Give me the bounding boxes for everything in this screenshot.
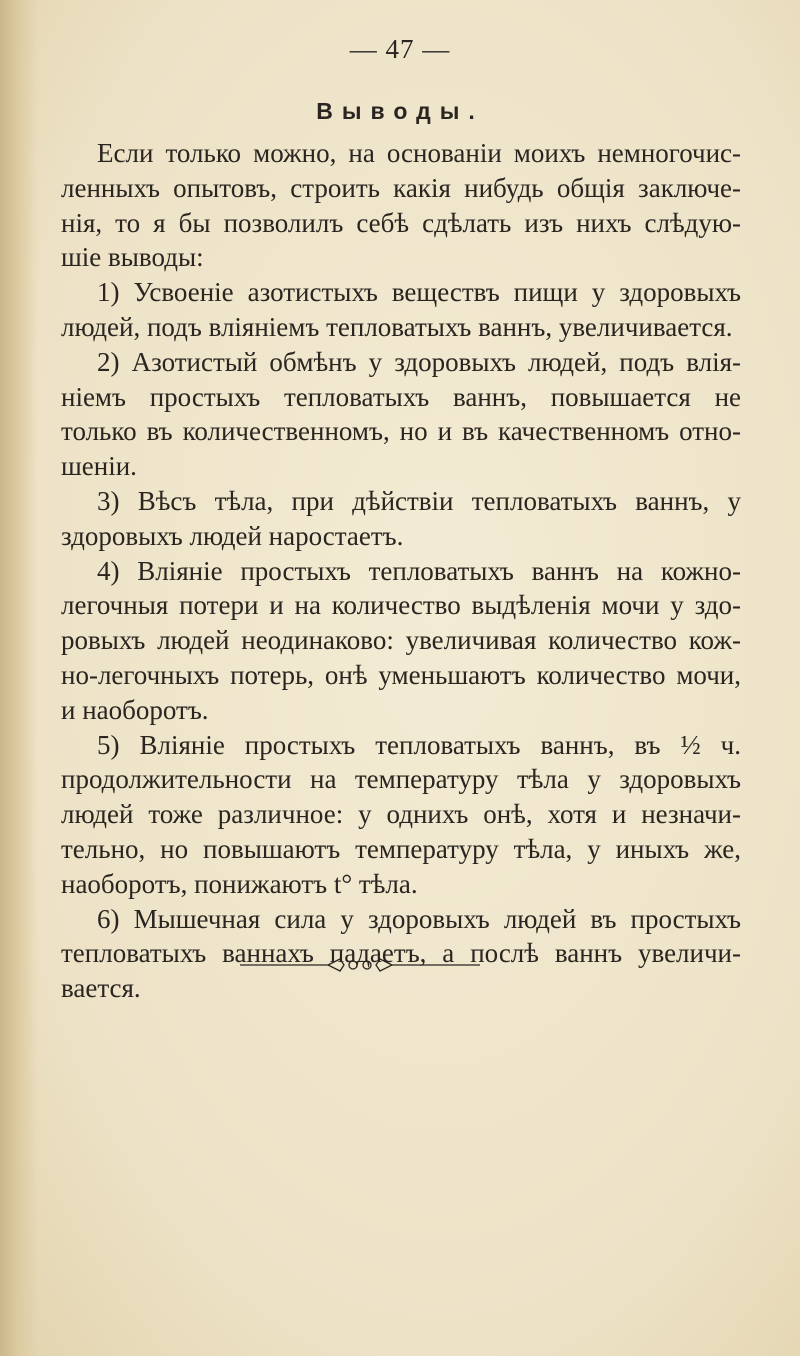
text-line: продолжительности на температуру тѣла у здоровыхъ: [61, 764, 741, 795]
text-line: ровыхъ людей неодинаково: увеличивая количество кож-: [61, 625, 741, 656]
section-heading: Выводы.: [316, 98, 484, 124]
text-line: ленныхъ опытовъ, строить какія нибудь общія заключе-: [61, 172, 741, 203]
ornament-divider-icon: [240, 955, 480, 975]
text-line: людей, подъ вліяніемъ тепловатыхъ ваннъ, увеличивается.: [61, 311, 733, 342]
text-line: 3) Вѣсъ тѣла, при дѣйствіи тепловатыхъ ваннъ, у: [97, 485, 741, 516]
text-line: здоровыхъ людей наростаетъ.: [61, 520, 404, 551]
text-line: наоборотъ, понижаютъ t° тѣла.: [61, 868, 418, 899]
text-line: нія, то я бы позволилъ себѣ сдѣлать изъ нихъ слѣдую-: [61, 207, 741, 238]
text-line: только въ количественномъ, но и въ качественномъ отно-: [61, 416, 741, 447]
text-line: ніемъ простыхъ тепловатыхъ ваннъ, повышается не: [61, 381, 741, 412]
text-line: тепловатыхъ ваннахъ падаетъ, а послѣ ваннъ увеличи-: [61, 938, 741, 969]
text-line: 1) Усвоеніе азотистыхъ веществъ пищи у здоровыхъ: [97, 277, 741, 308]
text-line: и наоборотъ.: [61, 694, 209, 725]
text-line: Если только можно, на основаніи моихъ немногочис-: [97, 138, 741, 168]
page-number: — 47 —: [349, 34, 451, 64]
page-spine-shadow: [0, 0, 38, 1356]
text-line: вается.: [61, 973, 141, 1004]
text-line: шіе выводы:: [61, 242, 204, 273]
text-line: 6) Мышечная сила у здоровыхъ людей въ простыхъ: [97, 903, 741, 934]
body-text: [61, 136, 741, 1006]
text-line: легочныя потери и на количество выдѣленія мочи у здо-: [61, 590, 741, 621]
text-line: 5) Вліяніе простыхъ тепловатыхъ ваннъ, въ ½ ч.: [97, 729, 741, 760]
text-line: 4) Вліяніе простыхъ тепловатыхъ ваннъ на кожно-: [97, 555, 741, 586]
text-line: шеніи.: [61, 451, 137, 482]
text-line: но-легочныхъ потерь, онѣ уменьшаютъ количество мочи,: [61, 659, 741, 690]
text-line: людей тоже различное: у однихъ онѣ, хотя и незначи-: [61, 799, 741, 830]
text-line: тельно, но повышаютъ температуру тѣла, у иныхъ же,: [61, 833, 741, 864]
text-line: 2) Азотистый обмѣнъ у здоровыхъ людей, подъ влія-: [97, 346, 741, 377]
